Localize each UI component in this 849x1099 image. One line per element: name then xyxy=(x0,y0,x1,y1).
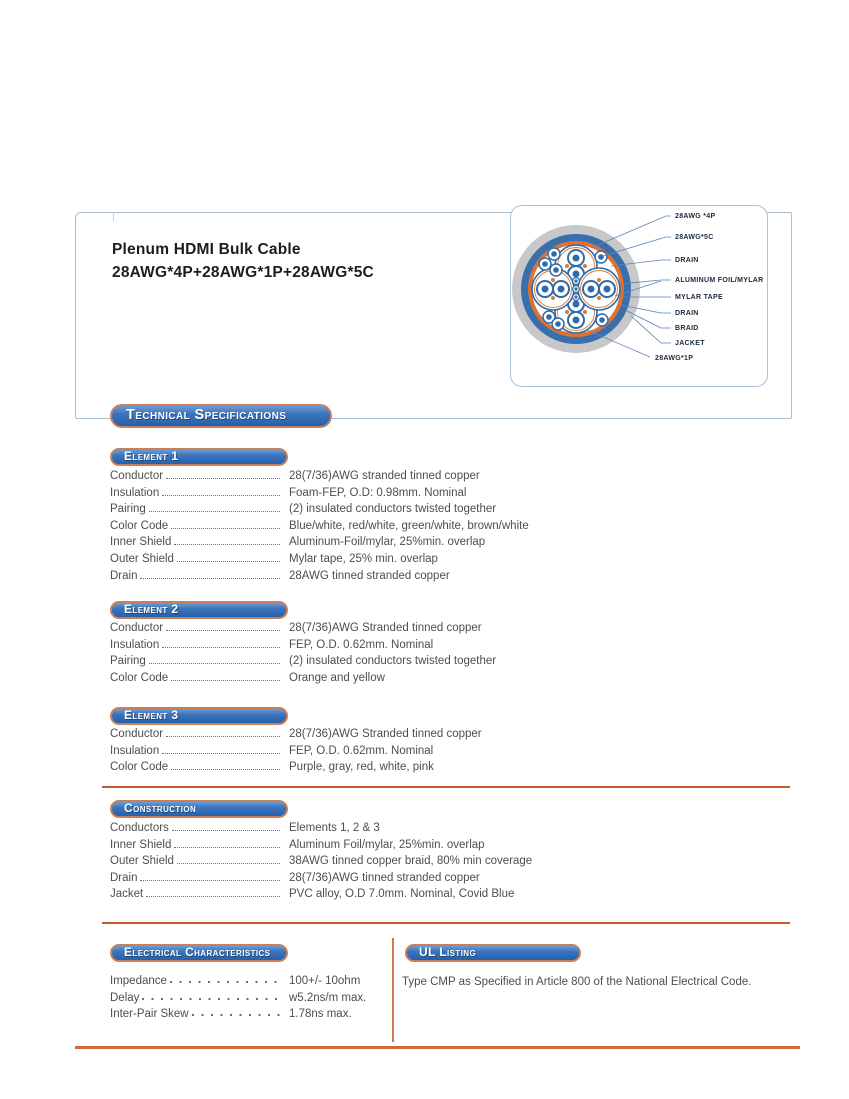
dot-leader xyxy=(166,736,280,737)
dot-leader xyxy=(192,1014,280,1016)
diagram-label-28awg1p: 28AWG*1P xyxy=(655,355,694,362)
dot-leader xyxy=(172,830,280,831)
spec-key: Insulation xyxy=(110,486,160,499)
spec-key: Inter-Pair Skew xyxy=(110,1008,189,1021)
logo-mark xyxy=(113,212,114,221)
spec-value: 28(7/36)AWG Stranded tinned copper xyxy=(289,728,482,740)
spec-value: 100+/- 10ohm xyxy=(289,975,361,987)
diagram-label-28awg5c: 28AWG*5C xyxy=(675,234,714,241)
dot-leader xyxy=(162,753,280,754)
spec-key: Pairing xyxy=(110,503,146,516)
spec-row xyxy=(110,503,710,520)
spec-row xyxy=(110,992,400,1009)
spec-row xyxy=(110,761,710,778)
spec-value: (2) insulated conductors twisted together xyxy=(289,503,497,516)
dot-leader xyxy=(171,769,280,770)
spec-row xyxy=(110,872,710,889)
dot-leader xyxy=(171,680,280,681)
dot-leader xyxy=(171,528,280,529)
diagram-label-mylar-tape: MYLAR TAPE xyxy=(675,294,723,301)
construction-rows xyxy=(110,822,710,905)
spec-key: Conductor xyxy=(110,470,164,482)
spec-value: 28(7/36)AWG tinned stranded copper xyxy=(289,871,480,884)
spec-row xyxy=(110,639,710,656)
diagram-label-28awg4p: 28AWG *4P xyxy=(675,213,716,220)
element3-badge xyxy=(110,707,288,725)
spec-value: Orange and yellow xyxy=(289,671,385,684)
spec-key: Conductor xyxy=(110,728,164,740)
ul-listing-title: UL Listing xyxy=(419,945,477,959)
diagram-labels xyxy=(655,213,764,362)
spec-value: Foam-FEP, O.D: 0.98mm. Nominal xyxy=(289,486,467,499)
spec-value: 38AWG tinned copper braid, 80% min coverage xyxy=(289,855,533,868)
cable-diagram-box xyxy=(510,205,768,387)
section-divider xyxy=(102,786,790,788)
spec-key: Outer Shield xyxy=(110,552,174,565)
electrical-rows xyxy=(110,975,400,1025)
spec-value: 1.78ns max. xyxy=(289,1008,352,1021)
footer-rule xyxy=(75,1046,800,1049)
dot-leader xyxy=(162,647,280,648)
spec-value: 28(7/36)AWG Stranded tinned copper xyxy=(289,622,482,634)
spec-value: FEP, O.D. 0.62mm. Nominal xyxy=(289,744,434,757)
dot-leader xyxy=(146,896,280,897)
spec-value: 28(7/36)AWG stranded tinned copper xyxy=(289,470,480,482)
spec-key: Outer Shield xyxy=(110,855,174,868)
cable-cross-section xyxy=(512,225,640,353)
dot-leader xyxy=(174,847,280,848)
spec-value: Elements 1, 2 & 3 xyxy=(289,822,380,834)
diagram-label-aluminum-foil: ALUMINUM FOIL/MYLAR xyxy=(675,277,764,284)
spec-row xyxy=(110,855,710,872)
page-title xyxy=(112,238,374,284)
dot-leader xyxy=(149,511,280,512)
spec-value: Blue/white, red/white, green/white, brown/white xyxy=(289,519,529,532)
dot-leader xyxy=(162,495,280,496)
element1-title: Element 1 xyxy=(124,449,179,463)
spec-value: Aluminum-Foil/mylar, 25%min. overlap xyxy=(289,536,486,549)
spec-key: Insulation xyxy=(110,638,160,651)
dot-leader xyxy=(177,561,280,562)
element2-badge xyxy=(110,601,288,619)
spec-row xyxy=(110,672,710,689)
product-config: 28AWG*4P+28AWG*1P+28AWG*5C xyxy=(112,264,374,281)
spec-row xyxy=(110,888,710,905)
spec-value: Mylar tape, 25% min. overlap xyxy=(289,552,438,565)
section-divider xyxy=(102,922,790,924)
construction-badge xyxy=(110,800,288,818)
spec-row xyxy=(110,975,400,992)
spec-key: Insulation xyxy=(110,744,160,757)
spec-row xyxy=(110,822,710,839)
spec-row xyxy=(110,487,710,504)
technical-specifications-label: Technical Specifications xyxy=(126,407,287,423)
spec-row xyxy=(110,520,710,537)
spec-value: FEP, O.D. 0.62mm. Nominal xyxy=(289,638,434,651)
spec-value: (2) insulated conductors twisted together xyxy=(289,655,497,668)
diagram-label-drain-1: DRAIN xyxy=(675,257,699,264)
spec-row xyxy=(110,570,710,587)
ul-listing-text: Type CMP as Specified in Article 800 of the National Electrical Code. xyxy=(402,976,752,988)
spec-key: Conductor xyxy=(110,622,164,634)
dot-leader xyxy=(149,663,280,664)
spec-row xyxy=(110,553,710,570)
dot-leader xyxy=(142,998,280,1000)
spec-value: PVC alloy, O.D 7.0mm. Nominal, Covid Blue xyxy=(289,888,515,901)
dot-leader xyxy=(177,863,280,864)
spec-row xyxy=(110,839,710,856)
element3-rows xyxy=(110,728,710,778)
ul-listing-badge xyxy=(405,944,581,962)
spec-row xyxy=(110,536,710,553)
element3-title: Element 3 xyxy=(124,708,179,722)
diagram-label-drain-2: DRAIN xyxy=(675,310,699,317)
element2-rows xyxy=(110,622,710,688)
dot-leader xyxy=(140,880,280,881)
dot-leader xyxy=(166,478,280,479)
spec-row xyxy=(110,622,710,639)
spec-key: Inner Shield xyxy=(110,838,172,851)
spec-key: Color Code xyxy=(110,519,169,532)
spec-key: Jacket xyxy=(110,888,144,901)
electrical-characteristics-badge xyxy=(110,944,288,962)
spec-key: Color Code xyxy=(110,761,169,774)
spec-key: Drain xyxy=(110,569,138,582)
diagram-label-jacket: JACKET xyxy=(675,340,705,347)
dot-leader xyxy=(170,981,280,983)
spec-key: Drain xyxy=(110,871,138,884)
dot-leader xyxy=(140,578,280,579)
spec-value: Purple, gray, red, white, pink xyxy=(289,761,434,774)
spec-value: Aluminum Foil/mylar, 25%min. overlap xyxy=(289,838,485,851)
dot-leader xyxy=(174,544,280,545)
dot-leader xyxy=(166,630,280,631)
spec-key: Color Code xyxy=(110,671,169,684)
pair-right xyxy=(578,268,620,310)
element1-rows xyxy=(110,470,710,586)
spec-row xyxy=(110,745,710,762)
construction-title: Construction xyxy=(124,801,197,815)
diagram-label-braid: BRAID xyxy=(675,325,699,332)
spec-row xyxy=(110,1008,400,1025)
spec-value: w5.2ns/m max. xyxy=(289,991,367,1004)
spec-value: 28AWG tinned stranded copper xyxy=(289,569,450,582)
cable-cross-section-diagram xyxy=(511,206,765,384)
electrical-characteristics-title: Electrical Characteristics xyxy=(124,945,271,959)
spec-key: Impedance xyxy=(110,975,167,987)
spec-key: Conductors xyxy=(110,822,169,834)
spec-row xyxy=(110,470,710,487)
spec-row xyxy=(110,655,710,672)
technical-specifications-header xyxy=(110,404,332,428)
spec-key: Delay xyxy=(110,991,140,1004)
spec-key: Inner Shield xyxy=(110,536,172,549)
spec-key: Pairing xyxy=(110,655,146,668)
spec-row xyxy=(110,728,710,745)
element1-badge xyxy=(110,448,288,466)
element2-title: Element 2 xyxy=(124,602,179,616)
product-title: Plenum HDMI Bulk Cable xyxy=(112,241,301,258)
center-pair-drain xyxy=(573,278,580,301)
